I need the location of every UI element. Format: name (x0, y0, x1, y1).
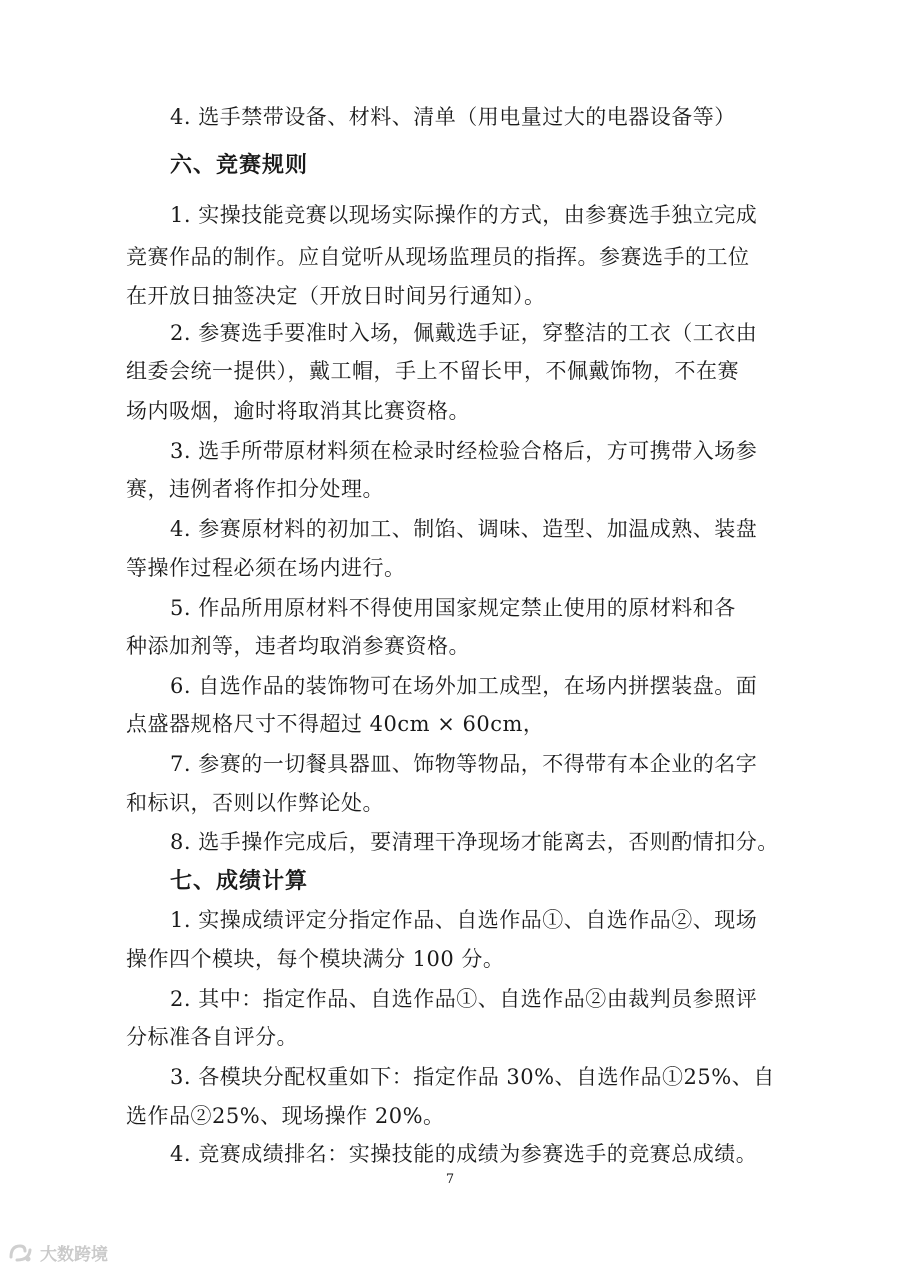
rule-4-line-2: 等操作过程必须在场内进行。 (126, 556, 406, 580)
rule-5-line-1: 5. 作品所用原材料不得使用国家规定禁止使用的原材料和各 (170, 596, 736, 620)
rule-1-line-1: 1. 实操技能竞赛以现场实际操作的方式，由参赛选手独立完成 (170, 203, 758, 227)
page-number: 7 (445, 1172, 455, 1187)
rule-4-line-1: 4. 参赛原材料的初加工、制馅、调味、造型、加温成熟、装盘 (170, 517, 758, 541)
rule-5-line-2: 种添加剂等，违者均取消参赛资格。 (126, 634, 470, 658)
rule-2-line-3: 场内吸烟，逾时将取消其比赛资格。 (126, 399, 470, 423)
rule-1-line-3: 在开放日抽签决定（开放日时间另行通知）。 (126, 284, 546, 308)
rule-7-line-1: 7. 参赛的一切餐具器皿、饰物等物品，不得带有本企业的名字 (170, 752, 758, 776)
rule-3-line-1: 3. 选手所带原材料须在检录时经检验合格后，方可携带入场参 (170, 439, 758, 463)
rule-1-line-2: 竞赛作品的制作。应自觉听从现场监理员的指挥。参赛选手的工位 (126, 245, 750, 269)
rule-3-line-2: 赛，违例者将作扣分处理。 (126, 477, 384, 501)
section-heading-scoring: 七、成绩计算 (170, 869, 309, 894)
watermark (8, 1240, 108, 1265)
rule-7-line-2: 和标识，否则以作弊论处。 (126, 791, 384, 815)
score-3-line-1: 3. 各模块分配权重如下：指定作品 30%、自选作品①25%、自 (170, 1065, 775, 1089)
section-heading-rules: 六、竞赛规则 (170, 153, 309, 178)
brand-logo-icon (8, 1242, 34, 1264)
rule-2-line-2: 组委会统一提供），戴工帽，手上不留长甲，不佩戴饰物，不在赛 (126, 359, 739, 383)
list-item-equipment: 4. 选手禁带设备、材料、清单（用电量过大的电器设备等） (170, 105, 736, 129)
rule-2-line-1: 2. 参赛选手要准时入场，佩戴选手证，穿整洁的工衣（工衣由 (170, 321, 758, 345)
rule-6-line-1: 6. 自选作品的装饰物可在场外加工成型，在场内拼摆装盘。面 (170, 674, 758, 698)
score-1-line-2: 操作四个模块，每个模块满分 100 分。 (126, 947, 505, 971)
rule-8-line-1: 8. 选手操作完成后，要清理干净现场才能离去，否则酌情扣分。 (170, 830, 779, 854)
watermark-text: 大数跨境 (40, 1245, 108, 1265)
rule-6-line-2: 点盛器规格尺寸不得超过 40cm × 60cm， (126, 712, 545, 736)
score-2-line-2: 分标准各自评分。 (126, 1025, 298, 1049)
score-1-line-1: 1. 实操成绩评定分指定作品、自选作品①、自选作品②、现场 (170, 908, 758, 932)
score-2-line-1: 2. 其中：指定作品、自选作品①、自选作品②由裁判员参照评 (170, 987, 758, 1011)
score-3-line-2: 选作品②25%、现场操作 20%。 (126, 1104, 445, 1128)
score-4-line-1: 4. 竞赛成绩排名：实操技能的成绩为参赛选手的竞赛总成绩。 (170, 1142, 758, 1166)
